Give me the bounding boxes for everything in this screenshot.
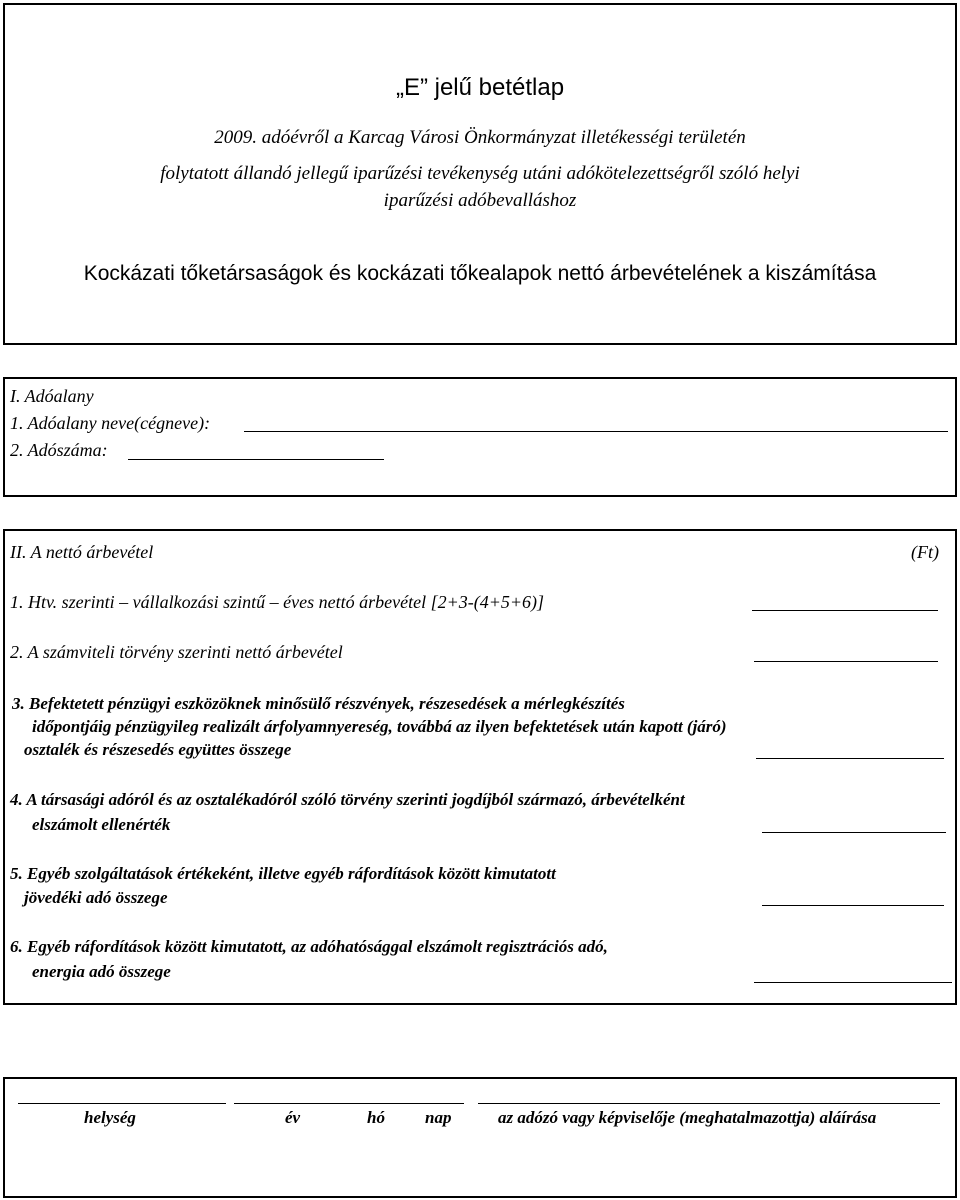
taxpayer-section [3, 377, 957, 497]
revenue-item-6-line-2: energia adó összege [32, 962, 171, 981]
revenue-item-4-line-2: elszámolt ellenérték [32, 815, 171, 834]
year-label: év [285, 1108, 301, 1127]
signature-section [3, 1077, 957, 1198]
subtitle-line-2: folytatott állandó jellegű iparűzési tevékenység utáni adókötelezettségről szóló helyi [160, 163, 800, 184]
unit-label: (Ft) [911, 542, 939, 562]
revenue-section-title: II. A nettó árbevétel [10, 542, 154, 562]
revenue-item-5-line-1: 5. Egyéb szolgáltatások értékeként, illetve egyéb ráfordítások között kimutatott [10, 864, 556, 883]
revenue-item-4-field[interactable] [762, 832, 946, 833]
signer-label: az adózó vagy képviselője (meghatalmazottja) aláírása [498, 1108, 877, 1127]
place-field[interactable] [18, 1103, 226, 1104]
revenue-item-5-line-2: jövedéki adó összege [24, 888, 168, 907]
revenue-item-3-field[interactable] [756, 758, 944, 759]
revenue-item-2-line-1: 2. A számviteli törvény szerinti nettó árbevétel [10, 642, 343, 662]
month-label: hó [367, 1108, 385, 1127]
day-label: nap [425, 1108, 452, 1127]
revenue-item-6-line-1: 6. Egyéb ráfordítások között kimutatott, az adóhatósággal elszámolt regisztrációs adó, [10, 937, 608, 956]
revenue-item-2-field[interactable] [754, 661, 938, 662]
subtitle-line-3: iparűzési adóbevalláshoz [383, 190, 577, 211]
date-field[interactable] [234, 1103, 464, 1104]
revenue-item-5-field[interactable] [762, 905, 944, 906]
form-subheading: Kockázati tőketársaságok és kockázati tőkealapok nettó árbevételének a kiszámítása [83, 262, 877, 285]
revenue-item-3-line-1: 3. Befektetett pénzügyi eszközöknek minősülő részvények, részesedések a mérlegkészítés [12, 694, 625, 713]
place-label: helység [84, 1108, 136, 1127]
revenue-item-1-field[interactable] [752, 610, 938, 611]
page-title: „E” jelű betétlap [395, 74, 565, 101]
taxpayer-name-field[interactable] [244, 431, 948, 432]
revenue-item-6-field[interactable] [754, 982, 952, 983]
revenue-item-1-line-1: 1. Htv. szerinti – vállalkozási szintű – éves nettó árbevétel [2+3-(4+5+6)] [10, 592, 545, 612]
taxnumber-label: 2. Adószáma: [10, 440, 108, 460]
signature-field[interactable] [478, 1103, 940, 1104]
taxpayer-section-title: I. Adóalany [10, 386, 94, 406]
revenue-item-3-line-2: időpontjáig pénzügyileg realizált árfolyamnyereség, továbbá az ilyen befektetések után kapott (járó) [32, 717, 727, 736]
subtitle-line-1: 2009. adóévről a Karcag Városi Önkormányzat illetékességi területén [214, 127, 746, 148]
taxpayer-name-label: 1. Adóalany neve(cégneve): [10, 413, 211, 433]
revenue-item-3-line-3: osztalék és részesedés együttes összege [24, 740, 292, 759]
taxnumber-field[interactable] [128, 459, 384, 460]
revenue-item-4-line-1: 4. A társasági adóról és az osztalékadóról szóló törvény szerinti jogdíjból származó, árbevételként [10, 790, 685, 809]
